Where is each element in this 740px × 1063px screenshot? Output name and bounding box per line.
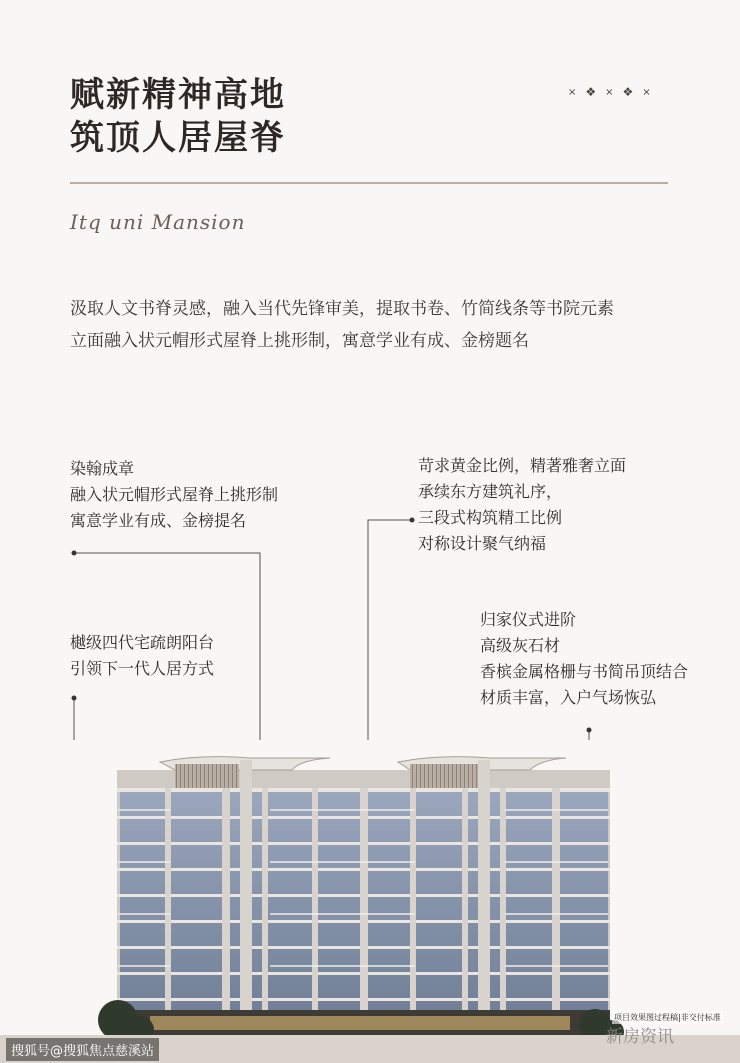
cross-icon: ×: [568, 86, 577, 98]
cross-icon: ×: [642, 86, 651, 98]
callout-line: 寓意学业有成、金榜提名: [70, 511, 247, 530]
callout-line: 融入状元帽形式屋脊上挑形制: [70, 485, 279, 504]
callout-line: 樾级四代宅疏朗阳台: [70, 633, 215, 652]
title-line-1: 赋新精神高地: [70, 75, 286, 115]
intro-line-1: 汲取人文书脊灵感，融入当代先锋审美，提取书卷、竹简线条等书院元素: [70, 299, 614, 319]
callout-line: 材质丰富，入户气场恢弘: [480, 688, 657, 707]
callout-line: 承续东方建筑礼序，: [418, 482, 563, 501]
leader-line-roof: [74, 553, 260, 770]
diamond-icon: ❖: [585, 85, 597, 99]
cross-icon: ×: [605, 86, 614, 98]
callout-line: 香槟金属格栅与书简吊顶结合: [480, 662, 689, 681]
leader-dot: [72, 696, 77, 701]
callout-line: 高级灰石材: [480, 636, 561, 655]
news-watermark: 新房资讯: [606, 1027, 674, 1047]
callout-line: 引领下一代人居方式: [70, 659, 215, 678]
script-title: Itq uni Mansion: [70, 210, 246, 234]
callout-line: 染翰成章: [70, 459, 135, 478]
leader-dot: [72, 551, 77, 556]
callout-line: 三段式构筑精工比例: [418, 508, 563, 527]
callout-line: 归家仪式进阶: [480, 610, 577, 629]
source-watermark: 搜狐号@搜狐焦点慈溪站: [6, 1038, 159, 1061]
diamond-icon: ❖: [622, 85, 634, 99]
disclaimer-note: 项目效果图过程稿|非交付标准: [614, 1013, 721, 1022]
leader-dot: [587, 728, 592, 733]
callout-line: 对称设计聚气纳福: [418, 534, 547, 553]
callout-line: 苛求黄金比例，精著雅奢立面: [418, 456, 627, 475]
intro-line-2: 立面融入状元帽形式屋脊上挑形制，寓意学业有成、金榜题名: [70, 331, 529, 351]
title-line-2: 筑顶人居屋脊: [70, 118, 286, 158]
leader-dot: [410, 518, 415, 523]
